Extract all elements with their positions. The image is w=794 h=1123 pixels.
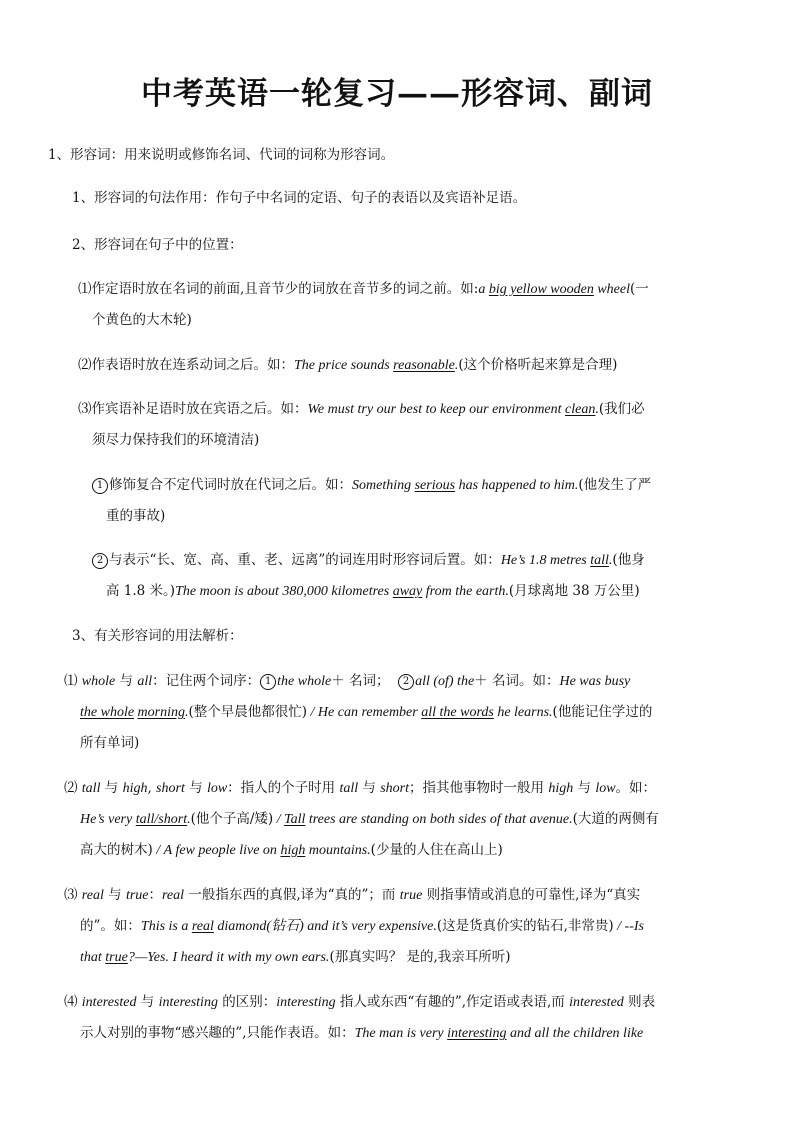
translation-text: 高大的树木) [80, 842, 153, 858]
usage-real-true-cont2 [80, 948, 511, 967]
example-text: all (of) the [415, 674, 475, 689]
example-text: trees are standing on both sides of that avenue. [305, 812, 573, 827]
underlined-example: big yellow wooden [488, 282, 594, 297]
example-text: The moon is about 380,000 kilometres [175, 584, 393, 599]
point-text: 修饰复合不定代词时放在代词之后。如： [109, 477, 352, 493]
connector-text: 与 [136, 994, 159, 1010]
example-text: This is a [140, 919, 192, 934]
translation-text: (大道的两侧有 [572, 811, 659, 827]
example-text: / --Is [613, 919, 644, 934]
subsection-syntax-function: 1、形容词的句法作用：作句子中名词的定语、句子的表语以及宾语补足语。 [72, 190, 527, 206]
subsection-position: 2、形容词在句子中的位置： [72, 237, 243, 253]
example-text: / [273, 812, 285, 827]
keyword: tall [339, 781, 359, 796]
point-object-complement [78, 400, 645, 419]
point-text: ：记住两个词序： [152, 673, 261, 689]
example-text: He was busy [559, 674, 631, 689]
example-text: The price sounds [294, 358, 394, 373]
point-attributive-cont: 个黄色的大木轮) [92, 312, 192, 328]
connector-text: , [147, 780, 157, 796]
example-text: has happened to him. [455, 478, 579, 493]
keyword: true [399, 888, 423, 903]
underlined-example: interesting [447, 1026, 507, 1041]
example-text: . [595, 402, 599, 417]
keyword: short [380, 781, 410, 796]
point-text: ；指其他事物时一般用 [409, 780, 549, 796]
point-text: 则表 [623, 994, 656, 1010]
keyword: interesting [276, 995, 336, 1010]
underlined-example: tall [590, 553, 609, 568]
usage-whole-all-cont [80, 703, 652, 722]
section-adjective-definition: 1、形容词：用来说明或修饰名词、代词的词称为形容词。 [48, 147, 395, 163]
subpoint-indefinite-pronoun [92, 476, 651, 495]
usage-real-true [64, 886, 640, 905]
underlined-example: true [105, 950, 128, 965]
usage-whole-all [64, 672, 630, 691]
subsection-usage-analysis: 3、有关形容词的用法解析： [72, 628, 243, 644]
point-predicative [78, 356, 617, 375]
subpoint-measurement-cont [106, 582, 640, 601]
point-text: ⑵作表语时放在连系动词之后。如： [78, 357, 294, 373]
keyword: short [156, 781, 185, 796]
underlined-example: all the words [421, 705, 494, 720]
translation-text: (这个价格听起来算是合理) [458, 357, 618, 373]
keyword: real [162, 888, 185, 903]
point-text: 与表示“长、宽、高、重、老、远离”的词连用时形容词后置。如： [109, 552, 501, 568]
circled-number: 1 [92, 478, 108, 494]
subpoint-measurement [92, 551, 645, 570]
connector-text: 与 [184, 780, 207, 796]
translation-text: (他身 [612, 552, 645, 568]
point-text: ：指人的个子时用 [227, 780, 340, 796]
connector-text: 与 [115, 673, 138, 689]
circled-number: 2 [92, 553, 108, 569]
keyword: real [81, 888, 104, 903]
point-object-complement-cont: 须尽力保持我们的环境清洁) [92, 432, 260, 448]
example-text: from the earth. [422, 584, 509, 599]
keyword: whole [81, 674, 116, 689]
example-text: a [478, 282, 489, 297]
usage-tall-high-cont2 [80, 841, 503, 860]
example-text: the whole [277, 674, 332, 689]
example-text: Something [352, 478, 415, 493]
usage-interested-interesting [64, 993, 655, 1012]
usage-real-true-cont [80, 917, 644, 936]
point-text: 。如： [615, 780, 657, 796]
point-text: 指人或东西“有趣的”,作定语或表语,而 [335, 994, 570, 1010]
keyword: low [595, 781, 616, 796]
example-text: he learns. [493, 705, 553, 720]
example-text: diamond( [213, 919, 272, 934]
example-text: . [185, 705, 189, 720]
translation-text: (月球离地 38 万公里) [508, 583, 640, 599]
usage-tall-high [64, 779, 656, 798]
underlined-example: away [392, 584, 423, 599]
point-text: 一般指东西的真假,译为“真的”；而 [184, 887, 400, 903]
underlined-example: morning [137, 705, 185, 720]
translation-text: (少量的人住在高山上) [370, 842, 503, 858]
translation-text: 钻石 [271, 919, 300, 934]
connector-text: 与 [103, 887, 126, 903]
keyword: high [122, 781, 148, 796]
underlined-example: serious [414, 478, 456, 493]
connector-text: 与 [573, 780, 596, 796]
translation-text: (那真实吗？ 是的,我亲耳所听) [329, 949, 511, 965]
underlined-example: tall/short [135, 812, 188, 827]
example-text: He’s 1.8 metres [500, 553, 591, 568]
example-text: We must try our best to keep our environment [307, 402, 566, 417]
example-text: The man is very [354, 1026, 448, 1041]
point-text: ⑶作宾语补足语时放在宾语之后。如： [78, 401, 308, 417]
circled-number: 2 [398, 674, 414, 690]
subpoint-indefinite-pronoun-cont: 重的事故) [106, 508, 166, 524]
point-text: ⑴作定语时放在名词的前面,且音节少的词放在音节多的词之前。如: [78, 281, 479, 297]
underlined-example: real [191, 919, 214, 934]
usage-whole-all-cont2: 所有单词) [80, 735, 140, 751]
underlined-example: high [280, 843, 306, 858]
item-number: ⑴ [64, 673, 82, 689]
example-text: / A few people live on [152, 843, 281, 858]
item-number: ⑶ [64, 887, 82, 903]
example-text: ) and it’s very expensive. [299, 919, 437, 934]
item-number: ⑵ [64, 780, 82, 796]
keyword: true [125, 888, 149, 903]
point-text: ＋ 名词。如： [474, 673, 560, 689]
connector-text: 与 [358, 780, 381, 796]
example-text: mountains. [305, 843, 371, 858]
point-text: ＋ 名词； [331, 673, 390, 689]
keyword: interesting [158, 995, 218, 1010]
keyword: high [548, 781, 574, 796]
example-text: / He can remember [307, 705, 422, 720]
example-text: wheel [593, 282, 630, 297]
item-number: ⑷ [64, 994, 82, 1010]
keyword: interested [569, 995, 624, 1010]
translation-text: (他能记住学过的 [552, 704, 653, 720]
example-text: . [608, 553, 613, 568]
connector-text: 与 [100, 780, 123, 796]
translation-text: 高 1.8 米。) [106, 583, 176, 599]
example-text: . [187, 812, 191, 827]
point-text: 的”。如： [80, 918, 141, 934]
translation-text: (他发生了严 [578, 477, 652, 493]
example-text: and all the children like [506, 1026, 644, 1041]
example-text: He’s very [80, 812, 136, 827]
translation-text: (我们必 [598, 401, 645, 417]
translation-text: (这是货真价实的钻石,非常贵) [436, 918, 614, 934]
underlined-example: Tall [284, 812, 306, 827]
example-text: ?—Yes. I heard it with my own ears. [127, 950, 330, 965]
keyword: all [137, 674, 153, 689]
page-title: 中考英语一轮复习——形容词、副词 [141, 76, 653, 112]
point-text: 示人对别的事物“感兴趣的”,只能作表语。如： [80, 1025, 355, 1041]
underlined-example: reasonable [393, 358, 455, 373]
usage-interested-interesting-cont [80, 1024, 643, 1043]
point-attributive [78, 280, 649, 299]
point-text: 的区别： [217, 994, 277, 1010]
translation-text: (他个子高/矮) [190, 811, 274, 827]
keyword: interested [81, 995, 137, 1010]
keyword: low [206, 781, 228, 796]
example-text: that [80, 950, 106, 965]
connector-text: ： [148, 887, 162, 903]
translation-text: (一 [630, 281, 649, 297]
usage-tall-high-cont [80, 810, 659, 829]
underlined-example: the whole [80, 705, 135, 720]
translation-text: (整个早晨他都很忙) [188, 704, 308, 720]
circled-number: 1 [260, 674, 276, 690]
example-text: . [454, 358, 459, 373]
keyword: tall [81, 781, 101, 796]
point-text: 则指事情或消息的可靠性,译为“真实 [422, 887, 641, 903]
underlined-example: clean [565, 402, 596, 417]
